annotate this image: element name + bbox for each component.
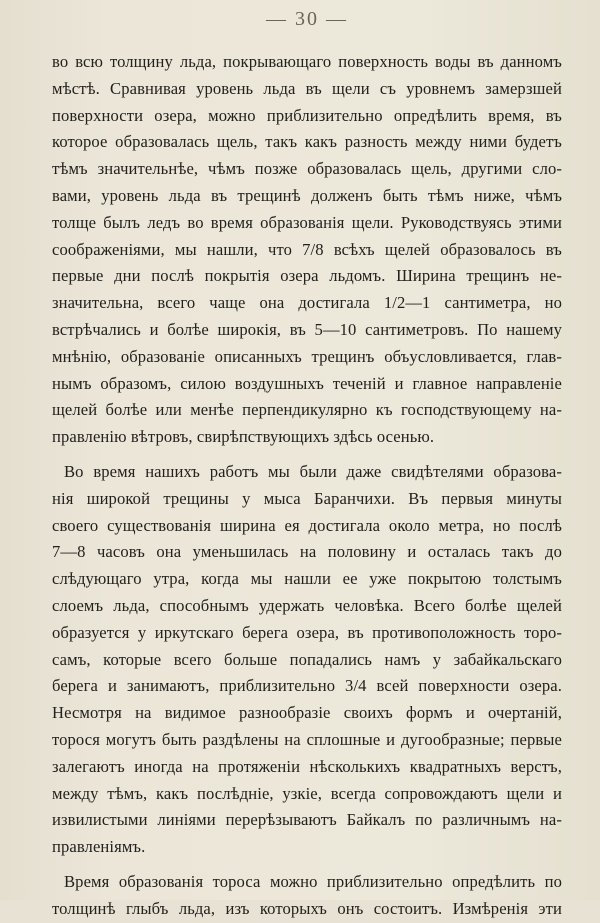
text-line: слоемъ льда, способнымъ удержать человѣка. Всего болѣе щелей — [52, 595, 562, 615]
paragraph-2 — [52, 459, 562, 861]
text-line: самъ, которые всего больше попадались намъ у забайкальскаго — [52, 649, 562, 669]
text-line: правленію вѣтровъ, свирѣпствующихъ здѣсь осенью. — [52, 427, 435, 447]
text-line: соображеніями, мы нашли, что 7/8 всѣхъ щелей образовалось въ — [52, 239, 562, 259]
text-line: нымъ образомъ, силою воздушныхъ теченій и главное направленіе — [52, 373, 562, 393]
text-line: поверхности озера, можно приблизительно опредѣлить время, въ — [52, 105, 562, 125]
text-line: Время образованія тороса можно приблизительно опредѣлить по — [64, 871, 562, 891]
text-line: слѣдующаго утра, когда мы нашли ее уже покрытою толстымъ — [52, 569, 562, 589]
text-line: Несмотря на видимое разнообразіе своихъ формъ и очертаній, — [52, 703, 562, 723]
text-line: между тѣмъ, какъ послѣдніе, узкіе, всегда сопровождаютъ щели и — [52, 783, 562, 803]
text-line: мѣстѣ. Сравнивая уровень льда въ щели съ уровнемъ замерзшей — [52, 78, 562, 98]
paragraph-gap — [52, 451, 562, 459]
text-line: нія широкой трещины у мыса Баранчихи. Въ первыя минуты — [52, 488, 562, 508]
text-line: торося могутъ быть раздѣлены на сплошные и дугообразные; первые — [52, 729, 562, 749]
text-line: толщинѣ глыбъ льда, изъ которыхъ онъ состоитъ. Измѣренія эти — [52, 898, 562, 918]
text-line: залегаютъ иногда на протяженіи нѣсколькихъ квадратныхъ верстъ, — [52, 756, 562, 776]
text-line: во всю толщину льда, покрывающаго поверхность воды въ данномъ — [52, 52, 562, 71]
paragraph-1 — [52, 49, 562, 451]
text-line: которое образовалась щель, такъ какъ разность между ними будетъ — [52, 132, 562, 152]
text-line: образуется у иркутскаго берега озера, въ противоположность торо- — [52, 622, 562, 642]
text-line: 7—8 часовъ она уменьшилась на половину и осталась такъ до — [52, 542, 562, 562]
text-line: извилистыми линіями перерѣзываютъ Байкалъ по различнымъ на- — [52, 810, 562, 830]
text-line: щелей болѣе или менѣе перпендикулярно къ господствующему на- — [52, 400, 562, 420]
text-line: толще былъ ледъ во время образованія щели. Руководствуясь этими — [52, 212, 562, 232]
paragraph-gap — [52, 861, 562, 869]
text-line: берега и занимаютъ, приблизительно 3/4 всей поверхности озера. — [52, 676, 562, 696]
text-line: мнѣнію, образованіе описанныхъ трещинъ объусловливается, глав- — [52, 346, 562, 366]
page-number: — 30 — — [266, 8, 348, 30]
text-line: встрѣчались и болѣе широкія, въ 5—10 сантиметровъ. По нашему — [52, 319, 562, 339]
text-line: своего существованія ширина ея достигала около метра, но послѣ — [52, 515, 562, 535]
text-line: Во время нашихъ работъ мы были даже свидѣтелями образова- — [64, 461, 562, 481]
text-line: первые дни послѣ покрытія озера льдомъ. Ширина трещинъ не- — [52, 266, 562, 286]
paragraph-3 — [52, 869, 562, 923]
text-line: значительна, всего чаще она достигала 1/2—1 сантиметра, но — [52, 293, 562, 313]
text-line: тѣмъ значительнѣе, чѣмъ позже образовалась щель, другими сло- — [52, 159, 562, 179]
text-line: правленіямъ. — [52, 837, 146, 857]
text-line: вами, уровень льда въ трещинѣ долженъ быть тѣмъ ниже, чѣмъ — [52, 185, 562, 205]
